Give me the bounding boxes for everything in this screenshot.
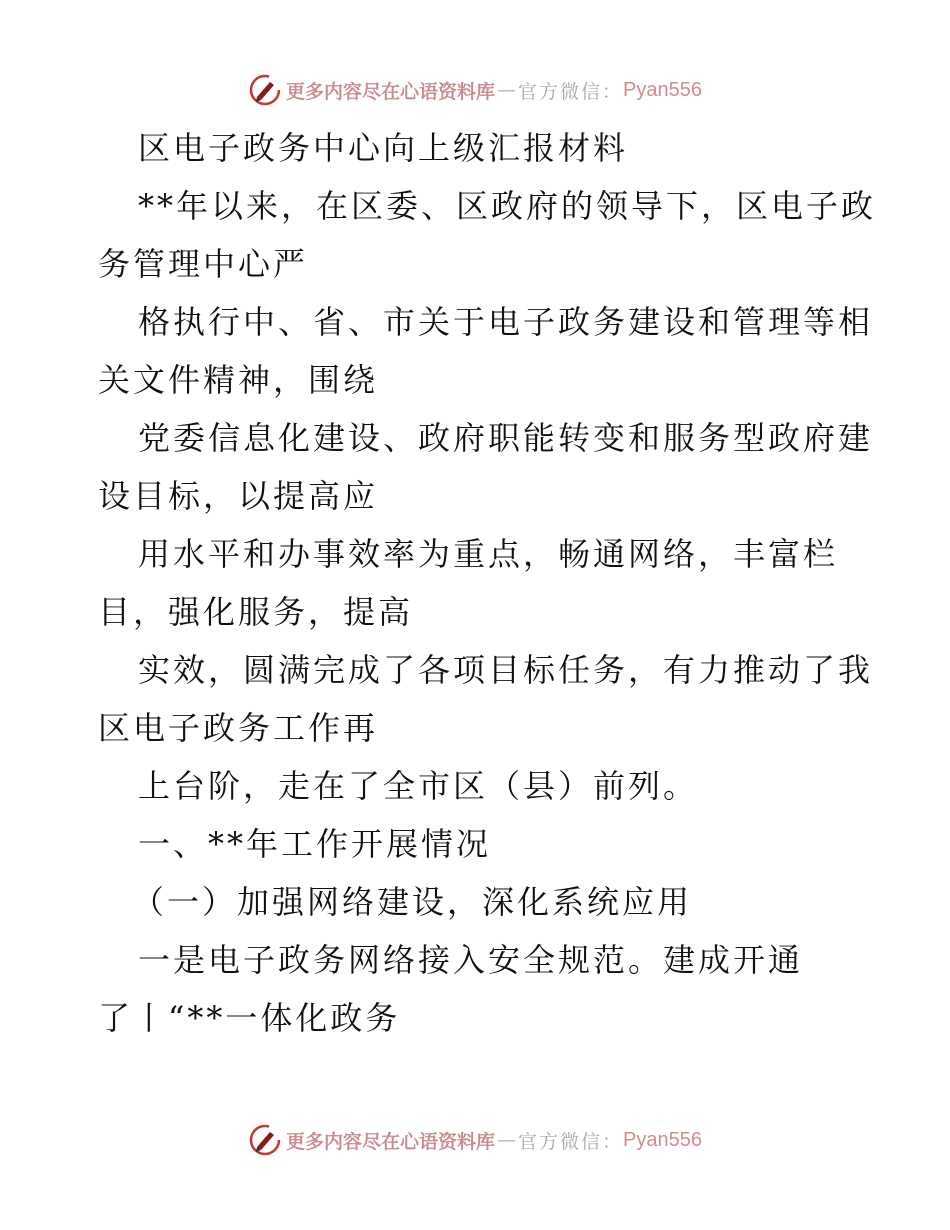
document-line: 务管理中心严 [98,245,309,283]
document-line: 上台阶，走在了全市区（县）前列。 [138,767,699,805]
watermark-wechat-id: Pyan556 [623,78,702,101]
document-line: 设目标，以提高应 [98,477,379,515]
watermark-separator: — [497,1129,517,1151]
document-line: 关文件精神，围绕 [98,361,379,399]
document-line: 用水平和办事效率为重点，畅通网络，丰富栏 [138,535,839,573]
watermark-separator: — [497,79,517,101]
watermark-wechat-label: 官方微信： [518,1130,624,1153]
watermark-main-text: 更多内容尽在心语资料库 [286,1130,496,1153]
subsection-heading: （一）加强网络建设，深化系统应用 [132,883,693,921]
document-title: 区电子政务中心向上级汇报材料 [138,129,629,167]
document-line: 一是电子政务网络接入安全规范。建成开通 [138,941,804,979]
watermark-wechat-label: 官方微信： [518,80,624,103]
watermark-banner-bottom [0,1120,950,1160]
document-line: 目，强化服务，提高 [98,593,414,631]
document-line: 实效，圆满完成了各项目标任务，有力推动了我 [138,651,874,689]
document-line: **年以来，在区委、区政府的领导下，区电子政 [138,187,877,225]
document-line: 了丨“**一体化政务 [98,999,401,1037]
section-heading: 一、**年工作开展情况 [138,825,492,863]
watermark-banner-top [0,70,950,110]
document-line: 区电子政务工作再 [98,709,379,747]
document-line: 格执行中、省、市关于电子政务建设和管理等相 [138,303,874,341]
watermark-wechat-id: Pyan556 [623,1128,702,1151]
pen-swirl-logo-icon [248,1123,282,1157]
document-line: 党委信息化建设、政府职能转变和服务型政府建 [138,419,874,457]
watermark-main-text: 更多内容尽在心语资料库 [286,80,496,103]
pen-swirl-logo-icon [248,73,282,107]
